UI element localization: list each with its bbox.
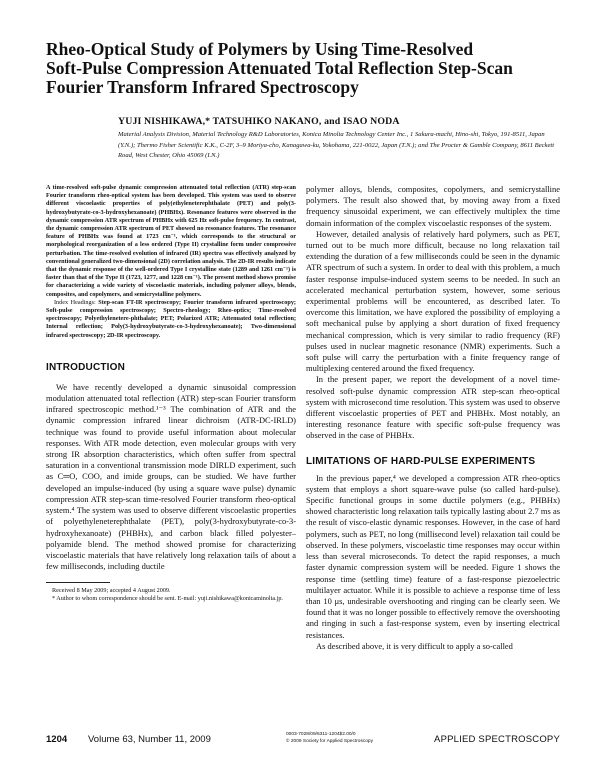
title-line: Soft-Pulse Compression Attenuated Total Reflection Step-Scan: [46, 58, 513, 78]
body-paragraph: As described above, it is very difficult to apply a so-called: [316, 640, 513, 651]
body-paragraph: In the present paper, we report the development of a novel time-resolved soft-pulse dynamic compression ATR step-scan rheo-optical system with microsecond time resolution. This system was used to observe different viscoelastic properties of PET and PHBHx. Most notably, an interesting resonance feature with specific soft-pulse frequency was observed in the case of PHBHx.: [306, 374, 560, 441]
section-heading-introduction: INTRODUCTION: [46, 361, 126, 373]
title-line: Fourier Transform Infrared Spectroscopy: [46, 77, 359, 97]
body-paragraph: polymer alloys, blends, composites, copolymers, and semicrystalline polymers. The result also showed that, by moving away from a fixed frequency sinusoidal experiment, we can effectively multiplex the time domain information of the complex viscoelastic responses of the system.: [306, 184, 560, 228]
footnote-received: Received 8 May 2009; accepted 4 August 2009.: [52, 587, 171, 595]
author-list: YUJI NISHIKAWA,* TATSUHIKO NAKANO, and ISAO NODA: [118, 116, 400, 127]
left-column: [46, 184, 296, 603]
footnote-author: * Author to whom correspondence should be sent. E-mail: yuji.nishikawa@konicaminolta.jp.: [52, 595, 283, 603]
journal-name: APPLIED SPECTROSCOPY: [434, 734, 560, 745]
footnote-divider: [46, 582, 110, 583]
body-paragraph: In the previous paper,⁴ we developed a compression ATR rheo-optics system that employs a short square-wave pulse (so called hard-pulse). Specific functional groups in some ductile polymers (e.g., PHBHx) showed characteristic long relaxation tails typically lasting about 2.7 ms as the result of visco-elastic dynamic responses. However, in the case of hard polymers, such as PET, no long (millisecond level) relaxation tail could be observed. In these polymers, viscoelastic time responses may occur within less than several microseconds. To detect the rapid responses, a much faster dynamic compression system will be needed. Figure 1 shows the response time (settling time) feature of a fast-response piezoelectric multilayer actuator. While it is possible to achieve a response time of less than 10 μs, undesirable overshooting and ringing can be clearly seen. We found that it was no longer possible to effectively remove the overshooting and ringing in such a fast-response system, even by inserting electrical resistances.: [306, 472, 560, 640]
doi-block: [286, 732, 373, 745]
index-headings-keywords: Step-scan FT-IR spectroscopy; Fourier transform infrared spectroscopy; Soft-pulse compression spectroscopy; Spectro-rheology; Rheo-optics; Time-resolved spectroscopy; Polyethylenetere-phthalate; PET; Polarized ATR; Attenuated total reflection; Internal reflection; Poly(3-hydroxybutyrate-co-3-hydroxyhexanoate); Two-dimensional infrared spectroscopy; 2D-IR spectroscopy.: [46, 298, 296, 339]
section-heading-limitations: LIMITATIONS OF HARD-PULSE EXPERIMENTS: [306, 455, 536, 467]
index-headings: [46, 299, 296, 340]
article-title: [46, 40, 566, 97]
abstract: A time-resolved soft-pulse dynamic compression attenuated total reflection (ATR) step-scan Fourier transform rheo-optical system has been developed. This system was used to observe different viscoelastic properties of poly(ethyleneterephthalate (PET) and poly(3-hydroxybutyrate-co-3-hydroxyhexanoate) (PHBHx). Resonance features were observed in the dynamic compression ATR spectrum of PHBHx with 625 Hz soft-pulse frequency. In contrast, the dynamic compression ATR spectrum of PET showed no resonance features. The resonance feature of PHBHx was found at 1723 cm⁻¹, which corresponds to the structural or morphological reorganization of a less ordered (Type II) crystalline form under compressive perturbation. The time-resolved evolution of infrared (IR) spectra was effectively analyzed by conventional generalized two-dimensional (2D) correlation analysis. The 2D-IR results indicate that the dynamic response of the well-ordered Type I crystalline state (1289 and 1261 cm⁻¹) is faster than that of the Type II (1723, 1277, and 1228 cm⁻¹). The present method shows promise for characterizing a wide variety of viscoelastic materials, including polymer alloys, blends, composites, and copolymers, and semicrystalline polymers.: [46, 184, 296, 298]
page-footer: [46, 732, 560, 750]
copyright-line: © 2009 Society for Applied Spectroscopy: [286, 738, 373, 744]
doi-line: 0003-7028/09/6311-1204$2.00/0: [286, 732, 356, 737]
right-column: [306, 184, 560, 652]
index-headings-label: Index Headings:: [54, 298, 96, 306]
title-line: Rheo-Optical Study of Polymers by Using Time-Resolved: [46, 39, 474, 59]
body-paragraph: However, detailed analysis of relatively hard polymers, such as PET, turned out to be much more difficult, because no long relaxation tail extending the duration of a few milliseconds could be seen in the dynamic ATR spectrum of such a system. In order to deal with this problem, a much faster response impulse-induced system seems to be needed. In such an accelerated mechanical perturbation system, however, some serious experimental problems will be encountered, as described later. To overcome this limitation, we have explored the possibility of employing a soft mechanical pulse by applying a short duration of fixed frequency mechanical compression, which is very similar to radio frequency (RF) pulses used in nuclear magnetic resonance (NMR) experiments. Such a soft pulse will carry the perturbation with a finite frequency range of multiplexing centered around the fixed frequency.: [306, 228, 560, 374]
affiliation: Material Analysis Division, Material Technology R&D Laboratories, Konica Minolta Technology Center Inc., 1 Sakura-machi, Hino-shi, Tokyo, 191-8511, Japan (Y.N.); Thermo Fisher Scientific K.K., C-2F, 3–9 Moriya-cho, Kanagawa-ku, Yokohama, 221-0022, Japan (T.N.); and The Procter & Gamble Company, 8611 Beckett Road, West Chester, Ohio 45069 (I.N.): [118, 131, 555, 160]
volume-issue: Volume 63, Number 11, 2009: [88, 734, 211, 745]
body-paragraph: We have recently developed a dynamic sinusoidal compression modulation attenuated total reflection (ATR) step-scan Fourier transform infrared spectroscopic method.¹⁻³ The combination of ATR and the dynamic compression infrared linear dichroism (ATR-DC-IRLD) technique was found to provide useful information about molecular responses. With ATR mode detection, even molecular groups with very strong IR absorption characteristics, which often suffer from spectral saturation in a conventional transmission mode DIRLD experiment, such as C═O, COO, and imide groups, can be studied. We have further developed an impulse-induced (by using a square wave pulse) dynamic compression ATR step-scan time-resolved Fourier transform rheo-optical system.⁴ The system was used to observe different viscoelastic properties of polyethyleneterephthalate (PET), poly(3-hydroxybutyrate-co-3-hydroxyhexanoate) (PHBHx), and carbon black filled polyester–polyamide blend. The method showed promise for characterizing viscoelastic materials that have relatively long relaxation tails of about a few milliseconds, including ductile: [46, 381, 296, 572]
page-number: 1204: [46, 734, 68, 745]
